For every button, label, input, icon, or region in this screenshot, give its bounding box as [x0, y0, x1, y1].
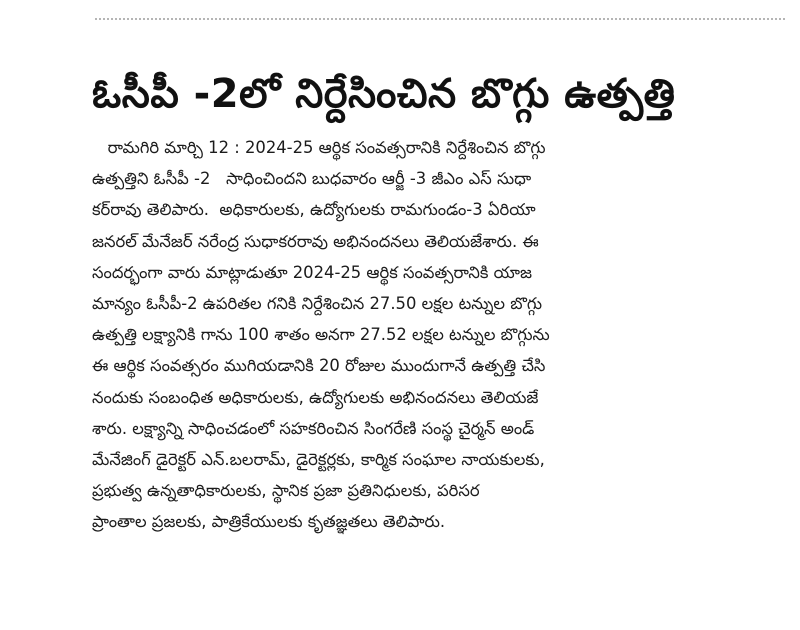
- body-line: మేనేజింగ్ డైరెక్టర్ ఎన్.బలరామ్, డైరెక్టర్లకు, కార్మిక సంఘాల నాయకులకు,: [92, 449, 545, 469]
- body-line: ప్రాంతాల ప్రజలకు, పాత్రికేయులకు కృతజ్ఞతలు తెలిపారు.: [92, 512, 446, 532]
- body-line: ఉత్పత్తిని ఓసీపీ -2 సాధించిందని బుధవారం ఆర్జీ -3 జీఎం ఎస్ సుధా: [92, 169, 532, 189]
- body-line: నందుకు సంబంధిత అధికారులకు, ఉద్యోగులకు అభినందనలు తెలియజే: [92, 387, 539, 407]
- body-line: సందర్భంగా వారు మాట్లాడుతూ 2024-25 ఆర్థిక సంవత్సరానికి యాజ: [92, 262, 532, 282]
- body-line: కర్‌రావు తెలిపారు. అధికారులకు, ఉద్యోగులకు రామగుండం-3 ఏరియా: [92, 200, 536, 220]
- news-article: [92, 62, 782, 537]
- body-line: ఈ ఆర్థిక సంవత్సరం ముగియడానికి 20 రోజుల ముందుగానే ఉత్పత్తి చేసి: [92, 356, 546, 376]
- body-line: ఉత్పత్తి లక్ష్యానికి గాను 100 శాతం అనగా 27.52 లక్షల టన్నుల బొగ్గును: [92, 325, 550, 345]
- body-line: జనరల్ మేనేజర్ నరేంద్ర సుధాకరరావు అభినందనలు తెలియజేశారు. ఈ: [92, 231, 539, 251]
- body-line: రామగిరి మార్చి 12 : 2024-25 ఆర్థిక సంవత్సరానికి నిర్దేశించిన బొగ్గు: [92, 138, 546, 157]
- article-headline: ఓసీపీ -2లో నిర్దేసించిన బొగ్గు ఉత్పత్తి: [92, 71, 676, 117]
- article-body: [92, 132, 782, 537]
- body-line: మాన్యం ఓసీపీ-2 ఉపరితల గనికి నిర్దేశించిన 27.50 లక్షల టన్నుల బొగ్గు: [92, 293, 543, 313]
- body-line: శారు. లక్ష్యాన్ని సాధించడంలో సహకరించిన సింగరేణి సంస్థ చైర్మన్ అండ్: [92, 418, 535, 438]
- top-dotted-divider: [95, 18, 785, 20]
- body-line: ప్రభుత్వ ఉన్నతాధికారులకు, స్థానిక ప్రజా ప్రతినిధులకు, పరిసర: [92, 481, 480, 501]
